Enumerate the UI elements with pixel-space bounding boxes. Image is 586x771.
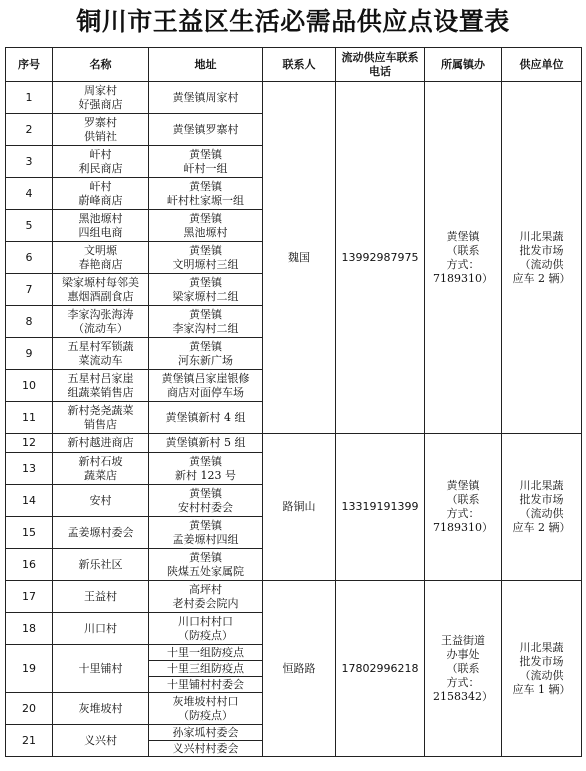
text-line: 周家村: [84, 83, 117, 97]
text-line: （流动供: [519, 507, 564, 520]
header-address: 地址: [149, 48, 263, 82]
text-line: 蔬菜店: [84, 468, 117, 482]
text-line: （流动供: [519, 668, 564, 682]
text-line: 黄堡镇: [189, 275, 222, 289]
cell-name: [53, 402, 149, 434]
cell-seq: 9: [6, 338, 53, 370]
cell-address: [149, 178, 263, 210]
cell-seq: 5: [6, 210, 53, 242]
cell-name: [53, 210, 149, 242]
cell-name: [53, 613, 149, 645]
cell-seq: 1: [6, 82, 53, 114]
cell-address: [149, 242, 263, 274]
cell-town: [425, 581, 502, 757]
text-line: 黄堡镇: [189, 307, 222, 321]
text-line: 惠烟酒副食店: [67, 289, 134, 303]
cell-seq: 10: [6, 370, 53, 402]
text-line: 灰堆坡村村口: [172, 694, 239, 708]
cell-address: [149, 274, 263, 306]
text-line: 十里铺村村委会: [167, 677, 244, 691]
text-line: 十里一组防疫点: [167, 645, 244, 659]
text-line: 批发市场: [519, 493, 564, 506]
text-line: 黄堡镇: [189, 454, 222, 468]
text-line: （防疫点）: [178, 628, 233, 642]
text-line: 川北果蔬: [519, 229, 564, 243]
cell-address: [149, 146, 263, 178]
header-town: 所属镇办: [425, 48, 502, 82]
text-line: 五星村吕家崖: [67, 371, 134, 385]
text-line: 春艳商店: [78, 257, 123, 271]
cell-name: [53, 370, 149, 402]
cell-seq: 8: [6, 306, 53, 338]
cell-seq: 13: [6, 453, 53, 485]
text-line: 孟姜塬村委会: [67, 525, 134, 539]
header-name: 名称: [53, 48, 149, 82]
cell-supplier: [502, 581, 582, 757]
cell-name: [53, 178, 149, 210]
cell-contact: 恒路路: [263, 581, 336, 757]
text-line: 屽村杜家塬一组: [167, 193, 244, 207]
table-body: [6, 82, 582, 757]
text-line: 黄堡镇: [446, 229, 480, 243]
text-line: 黄堡镇: [189, 211, 222, 225]
text-line: 王益街道: [441, 633, 485, 647]
text-line: 2158342）: [433, 689, 493, 703]
text-line: 新村尧尧蔬菜: [67, 403, 134, 417]
text-line: 黄堡镇: [189, 518, 222, 532]
supply-points-table: [5, 47, 582, 757]
header-seq: 序号: [6, 48, 53, 82]
text-line: 文明塬村三组: [172, 257, 239, 271]
cell-seq: 12: [6, 434, 53, 453]
cell-town: [425, 82, 502, 434]
cell-name: [53, 453, 149, 485]
cell-address: [149, 114, 263, 146]
cell-address: [149, 434, 263, 453]
text-line: 义兴村: [84, 733, 117, 747]
text-line: 河东新广场: [178, 353, 233, 367]
text-line: 川口村村口: [178, 614, 233, 628]
cell-name: [53, 549, 149, 581]
text-line: 方式：: [446, 507, 480, 520]
text-line: 利民商店: [78, 161, 123, 175]
text-line: 黄堡镇新村 5 组: [165, 436, 246, 449]
cell-seq: 21: [6, 725, 53, 757]
table-row: [6, 434, 582, 453]
text-line: 黄堡镇: [189, 486, 222, 500]
cell-seq: 11: [6, 402, 53, 434]
cell-address: [149, 581, 263, 613]
text-line: 黑池塬村: [78, 211, 123, 225]
cell-seq: 17: [6, 581, 53, 613]
cell-address: [149, 453, 263, 485]
text-line: 7189310）: [433, 271, 493, 285]
text-line: 屽村一组: [183, 161, 228, 175]
text-line: 川北果蔬: [519, 640, 564, 654]
cell-address: [149, 485, 263, 517]
text-line: 屽村: [89, 147, 112, 161]
cell-address: [149, 82, 263, 114]
text-line: （流动供: [519, 257, 564, 271]
cell-name: [53, 725, 149, 757]
cell-contact: 魏国: [263, 82, 336, 434]
cell-phone: 13992987975: [336, 82, 425, 434]
cell-seq: 4: [6, 178, 53, 210]
text-line: 批发市场: [519, 654, 564, 668]
cell-address: [149, 210, 263, 242]
cell-address: [149, 549, 263, 581]
cell-address: [149, 693, 263, 725]
text-line: 黄堡镇: [189, 550, 222, 564]
cell-seq: 6: [6, 242, 53, 274]
cell-seq: 15: [6, 517, 53, 549]
cell-address: [149, 613, 263, 645]
cell-name: [53, 306, 149, 338]
text-line: （联系: [446, 243, 480, 257]
cell-phone: 13319191399: [336, 434, 425, 581]
cell-address: [149, 741, 263, 757]
text-line: 十里铺村: [78, 661, 123, 675]
cell-address: [149, 517, 263, 549]
text-line: 四组电商: [78, 225, 123, 239]
page-title: 铜川市王益区生活必需品供应点设置表: [76, 7, 510, 36]
text-line: （联系: [446, 661, 480, 675]
text-line: （联系: [446, 493, 480, 506]
cell-name: [53, 82, 149, 114]
text-line: 方式：: [446, 675, 480, 689]
cell-address: [149, 370, 263, 402]
text-line: 黄堡镇周家村: [172, 90, 239, 104]
cell-name: [53, 693, 149, 725]
text-line: 梁家塬村二组: [172, 289, 239, 303]
text-line: 新乐社区: [78, 557, 123, 571]
text-line: 李家沟村二组: [172, 321, 239, 335]
text-line: 应车 2 辆）: [512, 521, 571, 534]
table-row: [6, 82, 582, 114]
text-line: 应车 1 辆）: [512, 682, 571, 696]
cell-name: [53, 434, 149, 453]
cell-address: [149, 338, 263, 370]
cell-address: [149, 677, 263, 693]
text-line: 菜流动车: [78, 353, 123, 367]
cell-name: [53, 581, 149, 613]
text-line: 安村: [89, 493, 112, 507]
cell-address: [149, 661, 263, 677]
cell-name: [53, 146, 149, 178]
text-line: 黄堡镇新村 4 组: [165, 410, 246, 424]
cell-name: [53, 114, 149, 146]
cell-name: [53, 338, 149, 370]
cell-supplier: [502, 434, 582, 581]
text-line: 屽村: [89, 179, 112, 193]
table-row: [6, 581, 582, 613]
text-line: 黄堡镇罗寨村: [172, 122, 239, 136]
cell-town: [425, 434, 502, 581]
text-line: 黄堡镇: [189, 339, 222, 353]
text-line: 黄堡镇: [189, 179, 222, 193]
text-line: 文明塬: [84, 243, 117, 257]
cell-name: [53, 274, 149, 306]
text-line: （流动车）: [73, 321, 128, 335]
text-line: 安村村委会: [178, 500, 233, 514]
text-line: 梁家塬村每邻美: [62, 275, 139, 289]
cell-phone: 17802996218: [336, 581, 425, 757]
text-line: 黄堡镇吕家崖银修: [161, 371, 250, 385]
cell-seq: 7: [6, 274, 53, 306]
header-phone: 流动供应车联系电话: [336, 48, 425, 82]
text-line: 十里三组防疫点: [167, 661, 244, 675]
cell-seq: 20: [6, 693, 53, 725]
text-line: 孙家坬村委会: [172, 725, 239, 739]
cell-seq: 19: [6, 645, 53, 693]
cell-address: [149, 306, 263, 338]
cell-supplier: [502, 82, 582, 434]
cell-address: [149, 725, 263, 741]
text-line: 蔚峰商店: [78, 193, 123, 207]
text-line: 李家沟张海涛: [67, 307, 134, 321]
cell-address: [149, 645, 263, 661]
cell-seq: 14: [6, 485, 53, 517]
text-line: 新村石坡: [78, 454, 123, 468]
cell-seq: 3: [6, 146, 53, 178]
text-line: 黑池塬村: [183, 225, 228, 239]
cell-seq: 16: [6, 549, 53, 581]
text-line: 川北果蔬: [519, 479, 564, 492]
text-line: 组蔬菜销售店: [67, 385, 134, 399]
text-line: 灰堆坡村: [78, 701, 123, 715]
text-line: 批发市场: [519, 243, 564, 257]
text-line: 商店对面停车场: [167, 385, 244, 399]
cell-name: [53, 517, 149, 549]
cell-name: [53, 645, 149, 693]
header-supplier: 供应单位: [502, 48, 582, 82]
text-line: 高坪村: [189, 582, 222, 596]
text-line: 办事处: [446, 647, 480, 661]
text-line: 老村委会院内: [172, 596, 239, 610]
text-line: 新村 123 号: [175, 468, 236, 482]
text-line: 黄堡镇: [189, 243, 222, 257]
text-line: 陕煤五处家属院: [167, 564, 244, 578]
cell-address: [149, 402, 263, 434]
text-line: 应车 2 辆）: [512, 271, 571, 285]
table-header-row: [6, 48, 582, 82]
cell-name: [53, 485, 149, 517]
text-line: 销售店: [84, 417, 117, 431]
text-line: 五星村军锁蔬: [67, 339, 134, 353]
text-line: 王益村: [84, 589, 117, 603]
cell-contact: 路铜山: [263, 434, 336, 581]
text-line: 供销社: [84, 129, 117, 143]
text-line: 义兴村村委会: [172, 741, 239, 755]
cell-name: [53, 242, 149, 274]
text-line: 7189310）: [433, 521, 493, 534]
text-line: 黄堡镇: [189, 147, 222, 161]
cell-seq: 18: [6, 613, 53, 645]
text-line: 川口村: [84, 621, 117, 635]
text-line: 罗寨村: [84, 115, 117, 129]
text-line: 方式：: [446, 257, 480, 271]
cell-seq: 2: [6, 114, 53, 146]
text-line: 黄堡镇: [446, 479, 480, 492]
text-line: （防疫点）: [178, 708, 233, 722]
text-line: 孟姜塬村四组: [172, 532, 239, 546]
text-line: 好强商店: [78, 97, 123, 111]
text-line: 新村越进商店: [67, 436, 134, 449]
header-contact: 联系人: [263, 48, 336, 82]
